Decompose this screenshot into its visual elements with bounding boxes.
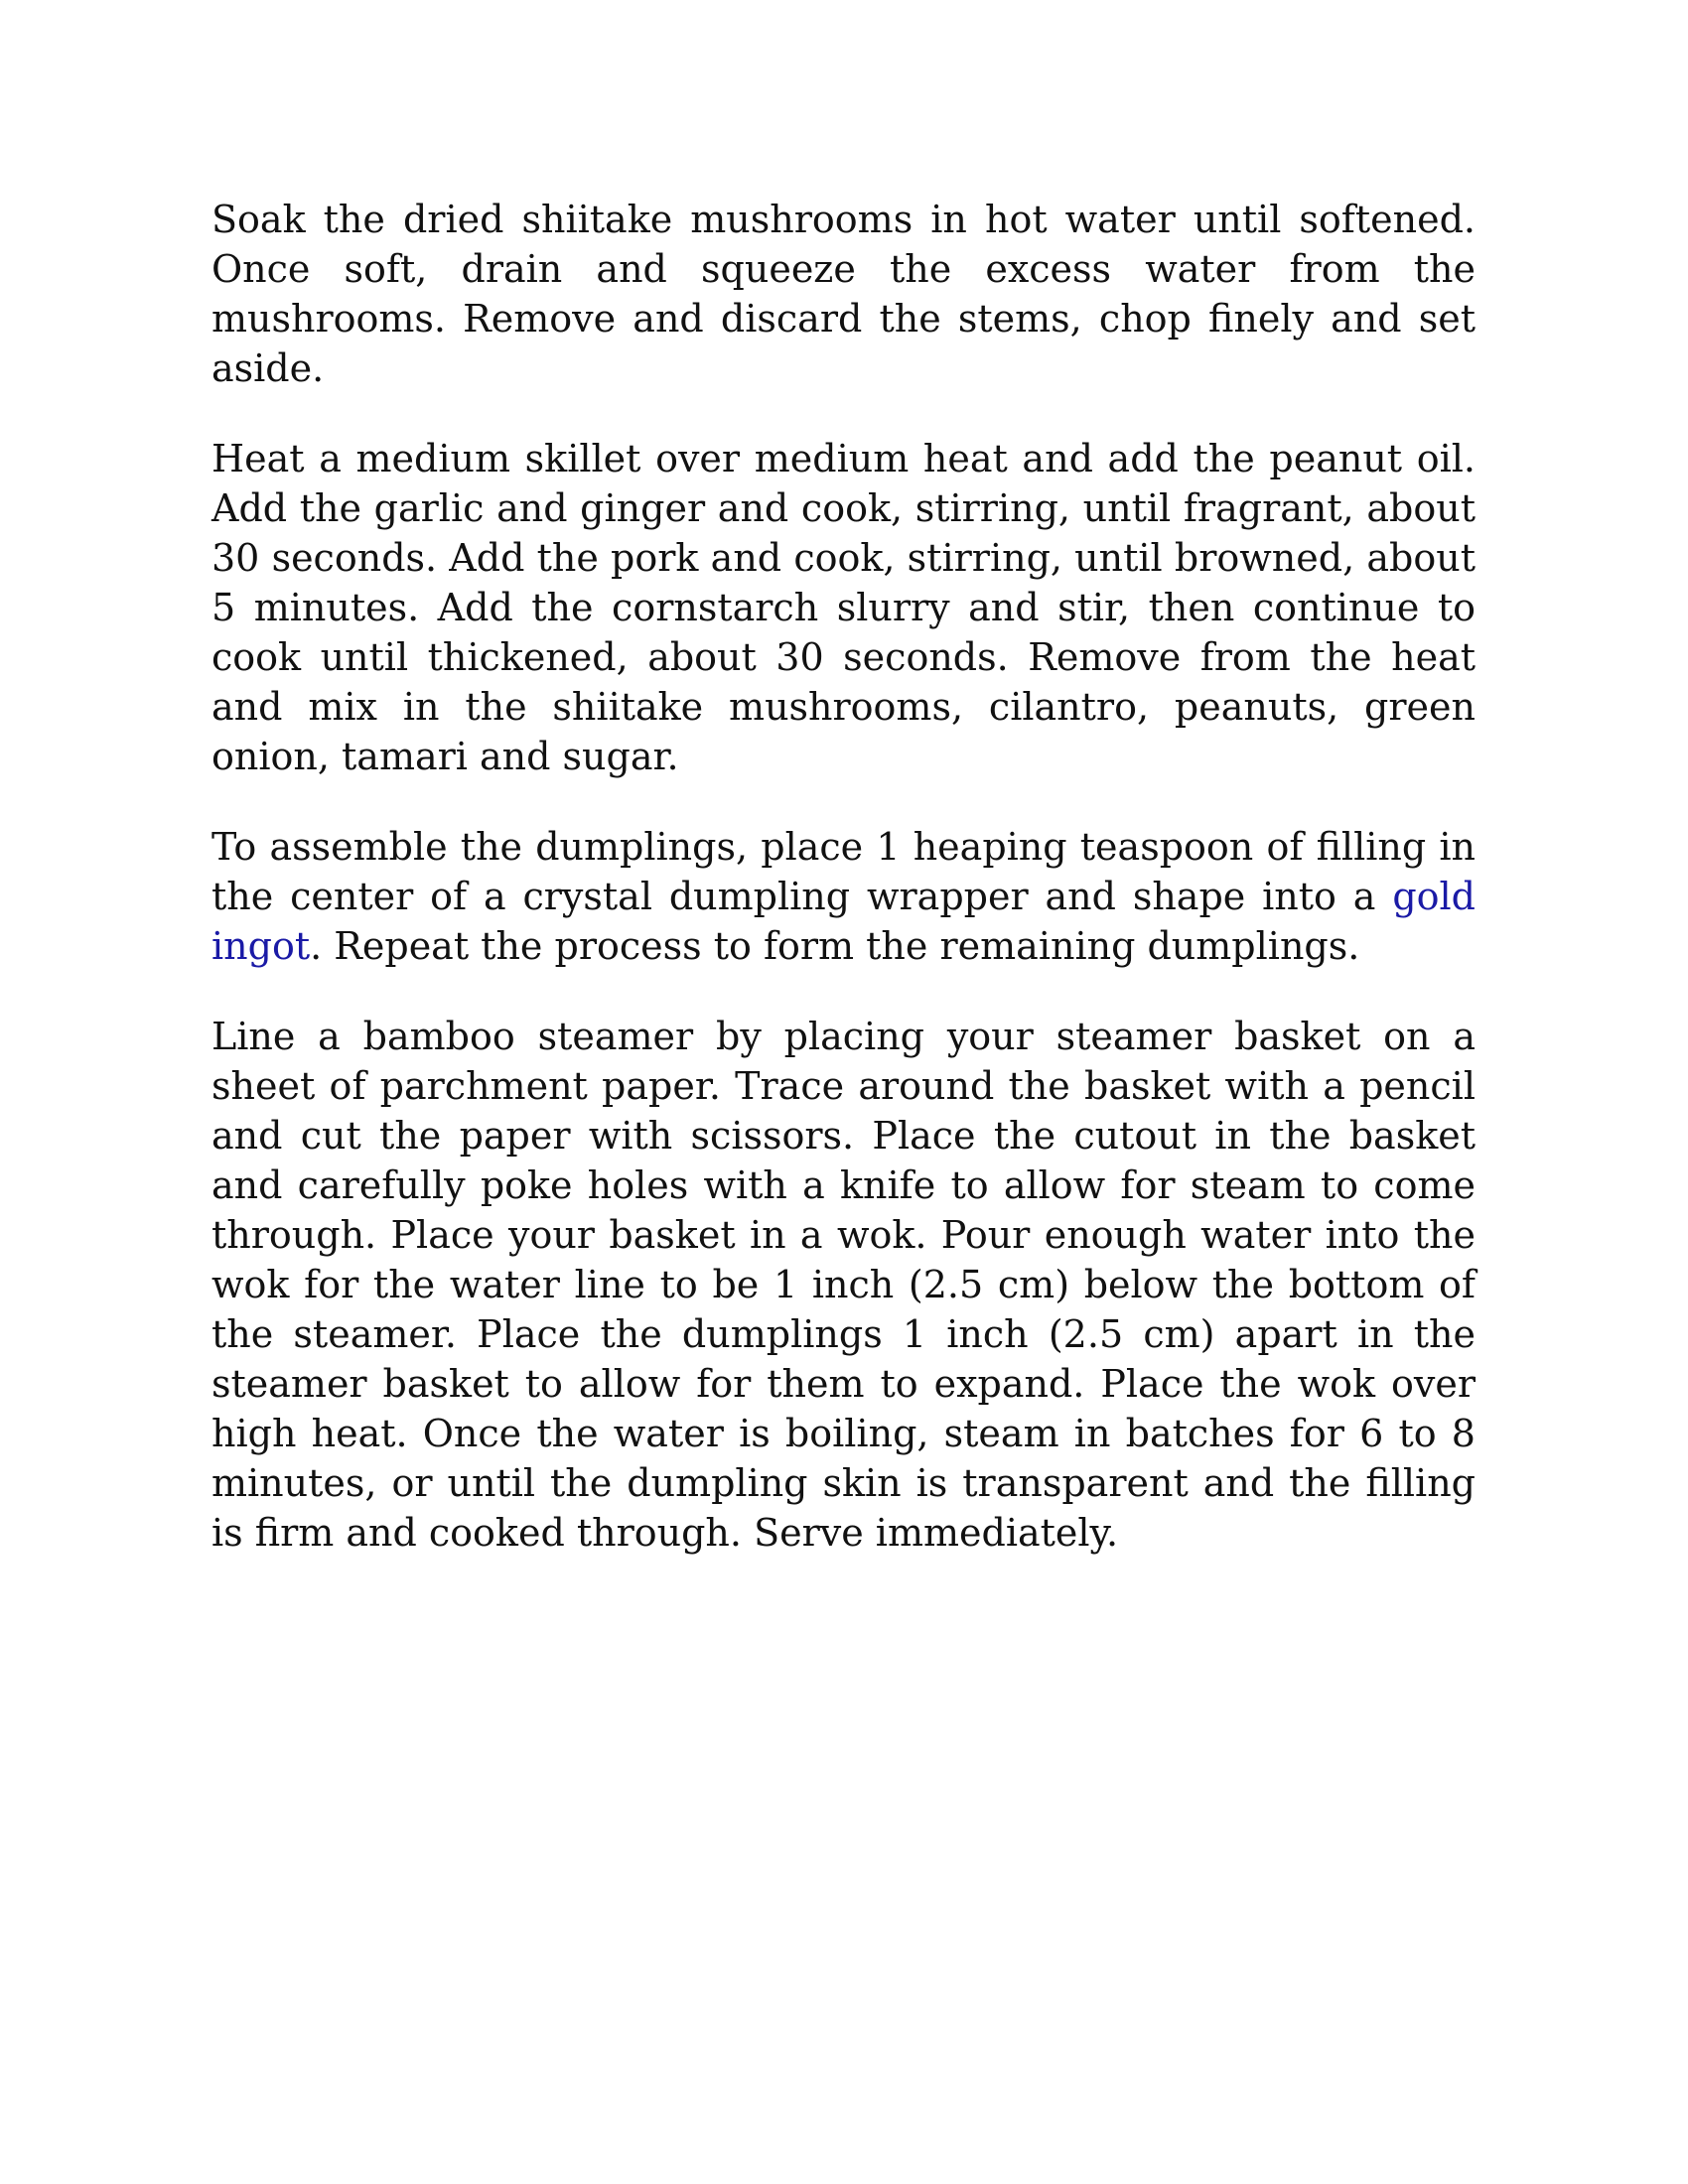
recipe-instructions xyxy=(211,195,1476,1598)
assemble-text-end: . Repeat the process to form the remaining dumplings. xyxy=(310,924,1360,968)
paragraph-assemble-dumplings xyxy=(211,822,1476,971)
paragraph-steam-dumplings: Line a bamboo steamer by placing your steamer basket on a sheet of parchment paper. Trace around the basket with a pencil and cut the paper with scissors. Place the cutout in the basket and carefully poke holes with a knife to allow for steam to come through. Place your basket in a wok. Pour enough water into the wok for the water line to be 1 inch (2.5 cm) below the bottom of the steamer. Place the dumplings 1 inch (2.5 cm) apart in the steamer basket to allow for them to expand. Place the wok over high heat. Once the water is boiling, steam in batches for 6 to 8 minutes, or until the dumpling skin is transparent and the filling is firm and cooked through. Serve immediately. xyxy=(211,1015,1476,1555)
paragraph-soak-mushrooms: Soak the dried shiitake mushrooms in hot water until softened. Once soft, drain and squeeze the excess water from the mushrooms. Remove and discard the stems, chop finely and set aside. xyxy=(211,198,1476,390)
gold-ingot-link[interactable]: gold ingot xyxy=(211,875,1476,968)
paragraph-cook-filling: Heat a medium skillet over medium heat and add the peanut oil. Add the garlic and ginger and cook, stirring, until fragrant, about 30 seconds. Add the pork and cook, stirring, until browned, about 5 minutes. Add the cornstarch slurry and stir, then continue to cook until thickened, about 30 seconds. Remove from the heat and mix in the shiitake mushrooms, cilantro, peanuts, green onion, tamari and sugar. xyxy=(211,437,1476,778)
assemble-text-start: To assemble the dumplings, place 1 heaping teaspoon of filling in the center of a crystal dumpling wrapper and shape into a xyxy=(211,825,1476,918)
